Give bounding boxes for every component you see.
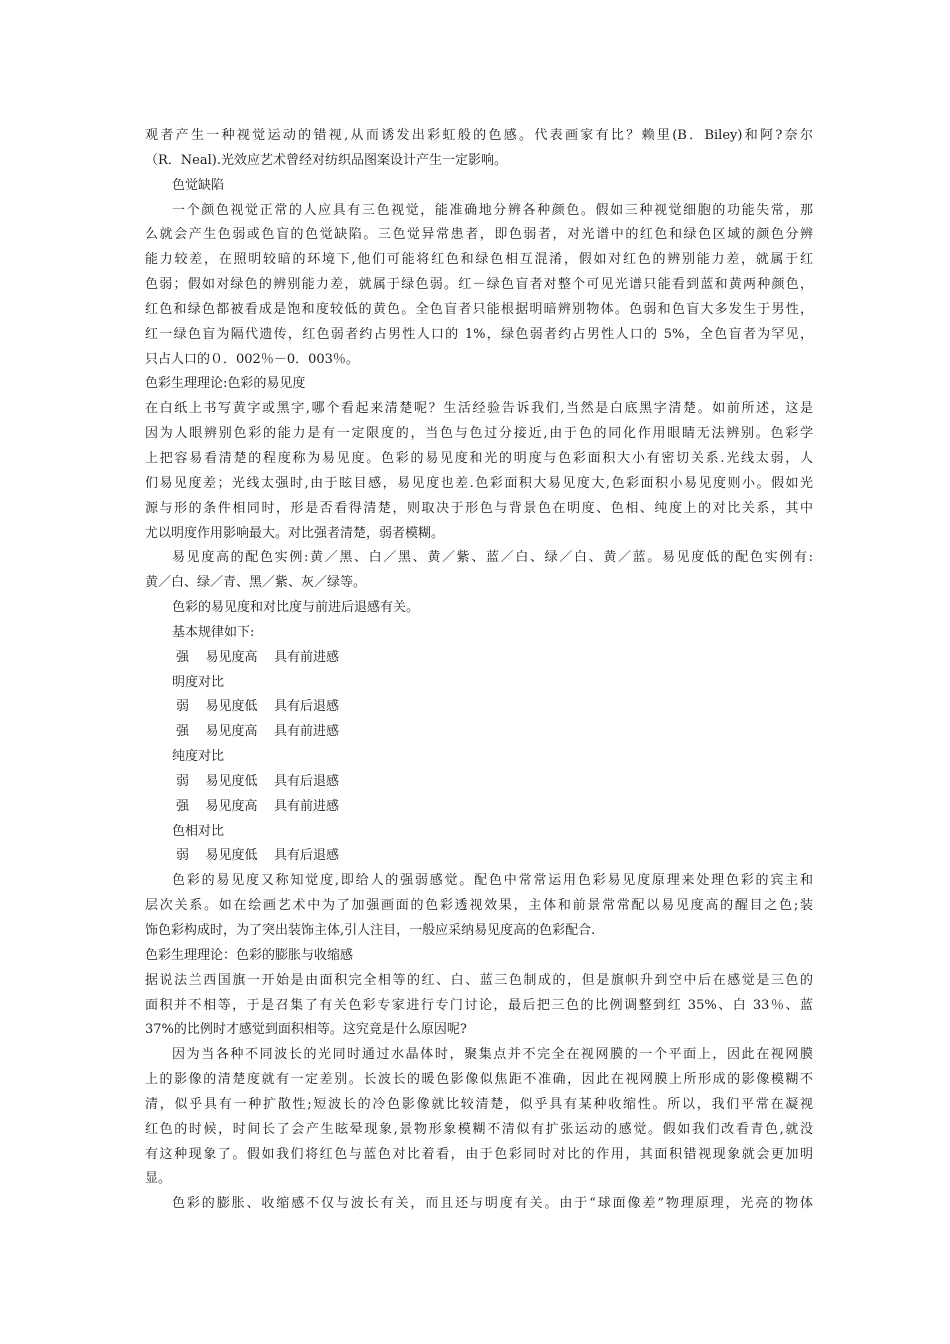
- text-line: 色彩的易见度又称知觉度,即给人的强弱感觉。配色中常常运用色彩易见度原理来处理色彩的宾主和: [172, 873, 813, 889]
- text-line: 据说法兰西国旗一开始是由面积完全相等的红、白、蓝三色制成的，但是旗帜升到空中后在感觉是三色的: [145, 972, 813, 988]
- text-line: 么就会产生色弱或色盲的色觉缺陷。三色觉异常患者，即色弱者，对光谱中的红色和绿色区域的颜色分辨: [145, 227, 813, 243]
- text-line: 层次关系。如在绘画艺术中为了加强画面的色彩透视效果，主体和前景常常配以易见度高的醒目之色;装: [145, 898, 813, 914]
- contrast-type-label: 色相对比: [172, 823, 225, 839]
- text-line: 清，似乎具有一种扩散性;短波长的冷色影像就比较清楚，似乎具有某种收缩性。所以，我们平常在凝视: [145, 1096, 813, 1112]
- text-line: 红色和绿色都被看成是饱和度较低的黄色。全色盲者只能根据明暗辨别物体。色弱和色盲大多发生于男性，: [145, 301, 813, 317]
- text-line: 色彩的易见度和对比度与前进后退感有关。: [172, 600, 420, 616]
- text-line: 有这种现象了。假如我们将红色与蓝色对比着看，由于色彩同时对比的作用，其面积错视现象就会更加明: [145, 1146, 813, 1162]
- rule-row: 强 易见度高 具有前进感: [176, 724, 340, 740]
- text-line: 红色的时候，时间长了会产生眩晕现象,景物形象模糊不清似有扩张运动的感觉。假如我们改看青色,就没: [145, 1121, 813, 1137]
- text-line: 上的影像的清楚度就有一定差别。长波长的暖色影像似焦距不准确，因此在视网膜上所形成的影像模糊不: [145, 1072, 813, 1088]
- text-line: 黄／白、绿／青、黑／紫、灰／绿等。: [145, 575, 367, 591]
- text-line: 显。: [145, 1171, 172, 1187]
- section-heading: 色觉缺陷: [172, 177, 225, 193]
- rule-row: 弱 易见度低 具有后退感: [176, 773, 340, 789]
- contrast-type-label: 纯度对比: [172, 749, 225, 765]
- text-line: 观者产生一种视觉运动的错视,从而诱发出彩虹般的色感。代表画家有比？赖里(B．Biley)和阿?奈尔: [145, 128, 813, 143]
- text-line: 色弱；假如对绿色的辨别能力差，就属于绿色弱。红－绿色盲者对整个可见光谱只能看到蓝和黄两种颜色，: [145, 277, 813, 293]
- text-line: 在白纸上书写黄字或黑字,哪个看起来清楚呢？生活经验告诉我们,当然是白底黑字清楚。如前所述，这是: [145, 401, 813, 417]
- section-heading: 色彩生理理论:色彩的易见度: [145, 376, 306, 392]
- text-line: 上把容易看清楚的程度称为易见度。色彩的易见度和光的明度与色彩面积大小有密切关系.光线太弱，人: [145, 450, 813, 466]
- text-line: 面积并不相等，于是召集了有关色彩专家进行专门讨论，最后把三色的比例调整到红 35%、白 33％、蓝: [145, 997, 813, 1013]
- text-line: 只占人口的０．002％－0．003％。: [145, 351, 359, 367]
- text-line: 色彩的膨胀、收缩感不仅与波长有关，而且还与明度有关。由于“球面像差”物理原理，光亮的物体: [172, 1196, 813, 1212]
- text-line: 源与形的条件相同时，形是否看得清楚，则取决于形色与背景色在明度、色相、纯度上的对比关系，其中: [145, 500, 813, 516]
- text-line: 因为当各种不同波长的光同时通过水晶体时，聚集点并不完全在视网膜的一个平面上，因此在视网膜: [172, 1047, 813, 1063]
- text-line: 能力较差，在照明较暗的环境下,他们可能将红色和绿色相互混淆，假如对红色的辨别能力差，就属于红: [145, 252, 813, 268]
- rule-row: 弱 易见度低 具有后退感: [176, 699, 340, 715]
- text-line: 一个颜色视觉正常的人应具有三色视觉，能准确地分辨各种颜色。假如三种视觉细胞的功能失常，那: [172, 202, 813, 218]
- rule-row: 弱 易见度低 具有后退感: [176, 848, 340, 864]
- rule-row: 强 易见度高 具有前进感: [176, 649, 340, 665]
- text-line: 因为人眼辨别色彩的能力是有一定限度的，当色与色过分接近,由于色的同化作用眼睛无法辨别。色彩学: [145, 426, 813, 442]
- text-line: （R．Neal).光效应艺术曾经对纺织品图案设计产生一定影响。: [145, 152, 507, 168]
- text-line: 37%的比例时才感觉到面积相等。这究竟是什么原因呢?: [145, 1022, 467, 1038]
- text-line: 们易见度差；光线太强时,由于眩目感，易见度也差.色彩面积大易见度大,色彩面积小易见度则小。假如光: [145, 475, 813, 491]
- document-body: [145, 124, 813, 1217]
- section-heading: 色彩生理理论：色彩的膨胀与收缩感: [145, 947, 354, 963]
- text-line: 易见度高的配色实例:黄／黑、白／黑、黄／紫、蓝／白、绿／白、黄／蓝。易见度低的配色实例有:: [172, 550, 813, 566]
- text-line: 基本规律如下:: [172, 624, 255, 640]
- rule-row: 强 易见度高 具有前进感: [176, 798, 340, 814]
- text-line: 尤以明度作用影响最大。对比强者清楚，弱者模糊。: [145, 525, 445, 541]
- text-line: 红一绿色盲为隔代遗传，红色弱者约占男性人口的 1%，绿色弱者约占男性人口的 5%，全色盲者为罕见，: [145, 326, 813, 342]
- text-line: 饰色彩构成时，为了突出装饰主体,引人注目，一般应采纳易见度高的色彩配合.: [145, 923, 596, 938]
- contrast-type-label: 明度对比: [172, 674, 225, 690]
